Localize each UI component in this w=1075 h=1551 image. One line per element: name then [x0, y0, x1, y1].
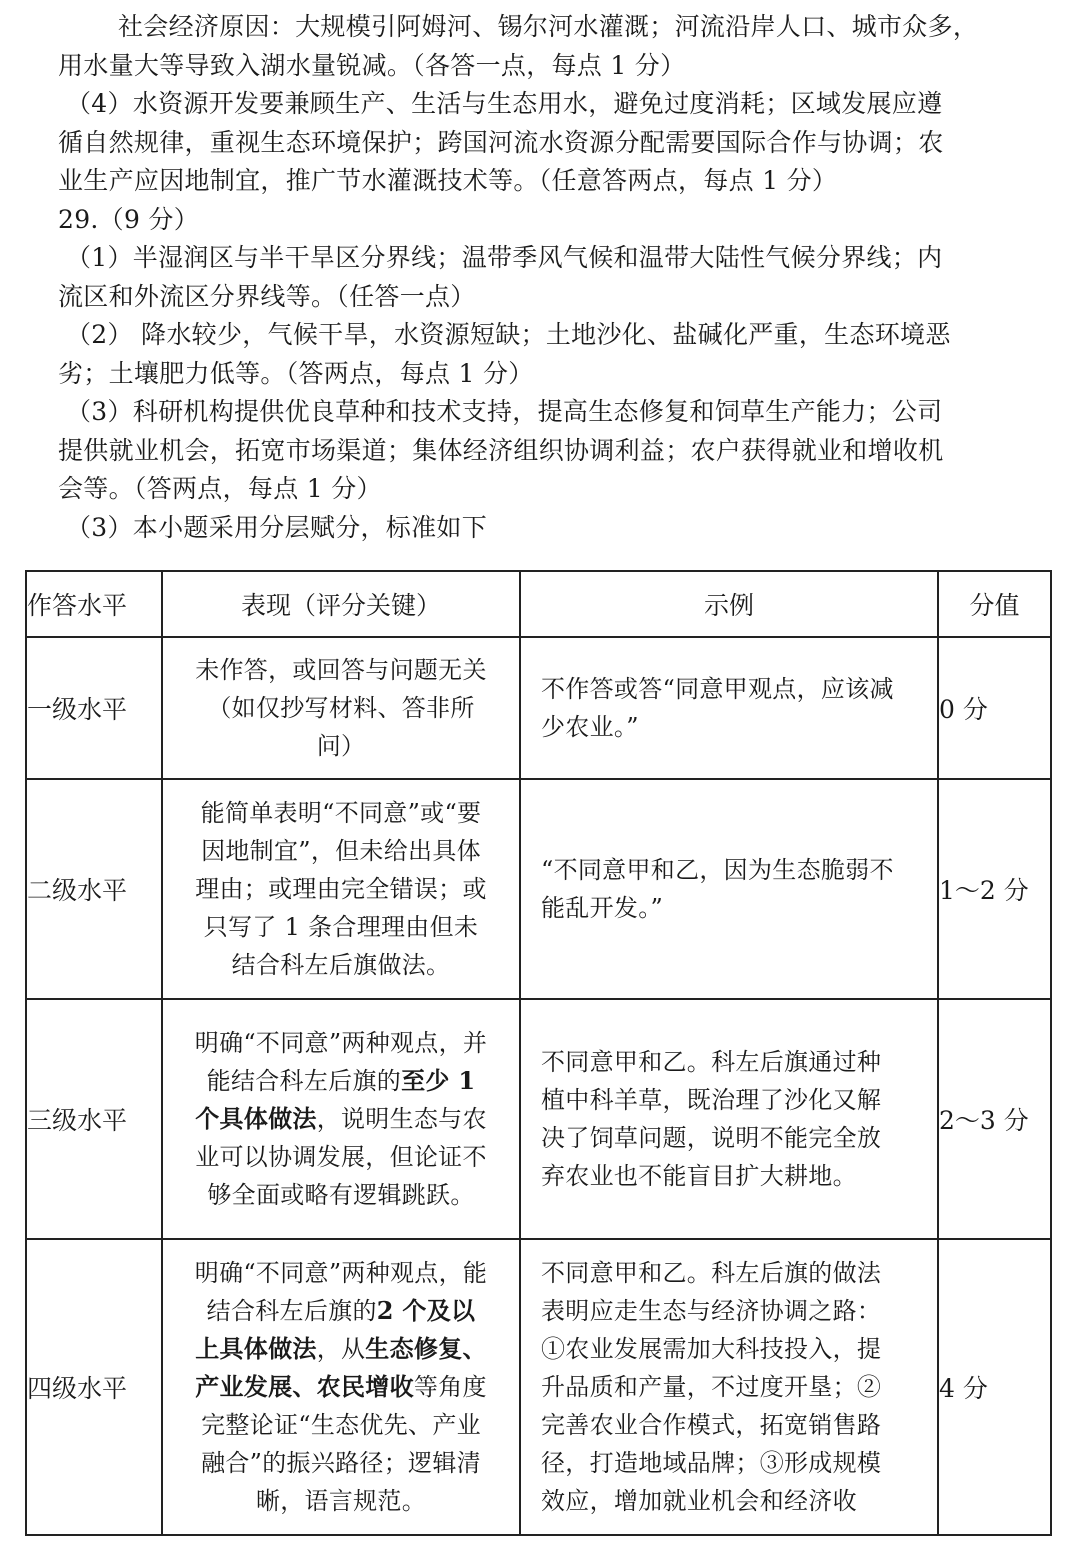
example-line: “不同意甲和乙，因为生态脆弱不	[541, 856, 894, 884]
level-cell: 二级水平	[26, 779, 162, 999]
performance-cell	[162, 999, 520, 1239]
performance-cell	[162, 1239, 520, 1535]
q29-2-line: 劣；土壤肥力低等。（答两点，每点 1 分）	[58, 358, 534, 388]
example-line: 能乱开发。”	[541, 894, 664, 922]
performance-cell	[162, 779, 520, 999]
performance-line	[177, 1368, 505, 1406]
performance-line: 未作答，或回答与问题无关	[195, 656, 487, 684]
example-line: 不作答或答“同意甲观点，应该减	[541, 675, 894, 703]
performance-line	[177, 1292, 505, 1330]
example-line: 弃农业也不能盲目扩大耕地。	[541, 1162, 857, 1190]
performance-emphasis: 至少 1	[401, 1066, 476, 1095]
performance-line: 只写了 1 条合理理由但未	[203, 913, 479, 941]
performance-text: 能结合科左后旗的	[206, 1067, 402, 1095]
performance-cell	[162, 637, 520, 779]
table-row	[26, 1239, 1051, 1535]
performance-emphasis: 2 个及以	[376, 1296, 476, 1325]
example-line: ①农业发展需加大科技投入，提	[541, 1335, 882, 1363]
q29-2-line: （2） 降水较少，气候干旱，水资源短缺；土地沙化、盐碱化严重，生态环境恶	[66, 320, 951, 349]
performance-line: 结合科左后旗做法。	[231, 951, 451, 979]
performance-line: 能简单表明“不同意”或“要	[200, 799, 482, 827]
example-line: 决了饲草问题，说明不能完全放	[541, 1124, 882, 1152]
performance-line	[177, 1100, 505, 1138]
q4-answer-line: 业生产应因地制宜，推广节水灌溉技术等。（任意答两点，每点 1 分）	[58, 166, 838, 195]
level-cell: 一级水平	[26, 637, 162, 779]
example-line: 径，打造地域品牌；③形成规模	[541, 1449, 882, 1477]
table-row	[26, 999, 1051, 1239]
score-cell: 2～3 分	[938, 999, 1051, 1239]
performance-line: 融合”的振兴路径；逻辑清	[201, 1449, 481, 1477]
q29-3-line: 会等。（答两点，每点 1 分）	[58, 474, 382, 503]
intro-text	[58, 8, 1018, 547]
performance-text: ，从	[316, 1335, 366, 1363]
table-header-row	[26, 571, 1051, 637]
scoring-table	[25, 570, 1052, 1536]
performance-line: 明确“不同意”两种观点，并	[194, 1029, 488, 1057]
performance-line	[177, 1062, 505, 1100]
header-example: 示例	[520, 571, 938, 637]
score-cell: 0 分	[938, 637, 1051, 779]
example-line: 表明应走生态与经济协调之路：	[541, 1297, 882, 1325]
example-line: 少农业。”	[541, 713, 639, 741]
q29-1-line: （1）半湿润区与半干旱区分界线；温带季风气候和温带大陆性气候分界线；内	[66, 243, 943, 272]
example-line: 不同意甲和乙。科左后旗的做法	[541, 1259, 882, 1287]
performance-line: 理由；或理由完全错误；或	[195, 875, 487, 903]
question-29-title: 29.（9 分）	[58, 204, 200, 234]
example-line: 效应，增加就业机会和经济收	[541, 1487, 857, 1515]
q29-3-scoring-intro: （3）本小题采用分层赋分，标准如下	[66, 512, 488, 542]
example-line: 不同意甲和乙。科左后旗通过种	[541, 1048, 882, 1076]
q4-answer-line: （4）水资源开发要兼顾生产、生活与生态用水，避免过度消耗；区域发展应遵	[66, 89, 943, 118]
social-reason-line: 社会经济原因：大规模引阿姆河、锡尔河水灌溉；河流沿岸人口、城市众多，	[118, 12, 979, 41]
performance-text: 结合科左后旗的	[206, 1297, 377, 1325]
performance-line: 完整论证“生态优先、产业	[201, 1411, 481, 1439]
header-level: 作答水平	[26, 571, 162, 637]
performance-line: 因地制宜”，但未给出具体	[201, 837, 481, 865]
header-score: 分值	[938, 571, 1051, 637]
performance-emphasis: 上具体做法	[195, 1334, 317, 1363]
example-cell	[520, 637, 938, 779]
example-cell	[520, 779, 938, 999]
performance-emphasis: 个具体做法	[195, 1104, 317, 1133]
header-performance: 表现（评分关键）	[162, 571, 520, 637]
table-row	[26, 637, 1051, 779]
performance-emphasis: 产业发展、农民增收	[195, 1372, 414, 1401]
example-line: 植中科羊草，既治理了沙化又解	[541, 1086, 882, 1114]
performance-line: 晰，语言规范。	[255, 1487, 427, 1515]
table-row	[26, 779, 1051, 999]
score-cell: 4 分	[938, 1239, 1051, 1535]
performance-text: 等角度	[413, 1373, 487, 1401]
performance-text: ，说明生态与农	[316, 1105, 487, 1133]
score-cell: 1～2 分	[938, 779, 1051, 999]
level-cell: 四级水平	[26, 1239, 162, 1535]
q29-3-line: 提供就业机会，拓宽市场渠道；集体经济组织协调利益；农户获得就业和增收机	[58, 435, 944, 465]
q29-1-line: 流区和外流区分界线等。（任答一点）	[58, 281, 476, 311]
example-line: 完善农业合作模式，拓宽销售路	[541, 1411, 882, 1439]
level-cell: 三级水平	[26, 999, 162, 1239]
performance-line: 明确“不同意”两种观点，能	[194, 1259, 488, 1287]
performance-emphasis: 生态修复、	[365, 1334, 487, 1363]
performance-line: 够全面或略有逻辑跳跃。	[207, 1181, 475, 1209]
example-line: 升品质和产量，不过度开垦；②	[541, 1373, 882, 1401]
example-cell	[520, 999, 938, 1239]
q4-answer-line: 循自然规律，重视生态环境保护；跨国河流水资源分配需要国际合作与协调；农	[58, 127, 944, 157]
social-reason-line: 用水量大等导致入湖水量锐减。（各答一点，每点 1 分）	[58, 50, 686, 80]
example-cell	[520, 1239, 938, 1535]
q29-3-line: （3）科研机构提供优良草种和技术支持，提高生态修复和饲草生产能力；公司	[66, 397, 943, 426]
performance-line: 问）	[316, 732, 366, 760]
performance-line: （如仅抄写材料、答非所	[207, 694, 475, 722]
performance-line	[177, 1330, 505, 1368]
performance-line: 业可以协调发展，但论证不	[195, 1143, 487, 1171]
